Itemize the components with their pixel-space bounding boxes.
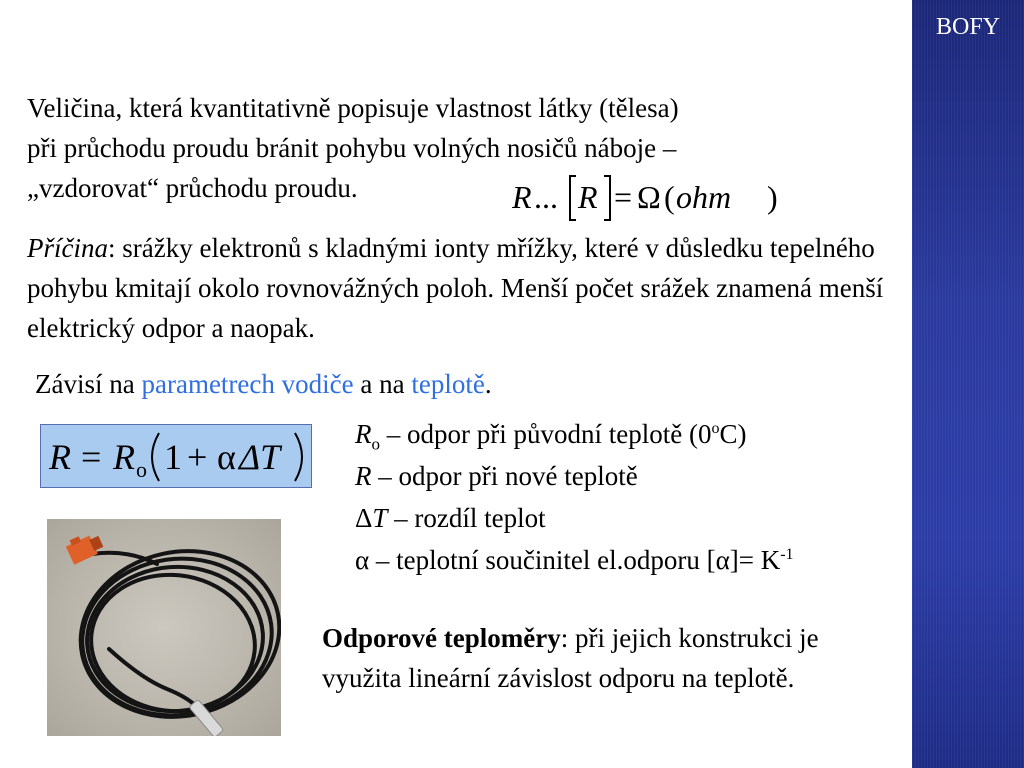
- definitions-list: [355, 413, 915, 581]
- orange-connector: [64, 529, 105, 565]
- definition-r-symbol: R: [355, 461, 372, 491]
- definition-r0-text: – odpor při původní teplotě (0: [380, 419, 712, 449]
- intro-line-1: Veličina, která kvantitativně popisuje vlastnost látky (tělesa): [27, 93, 679, 123]
- formula-right-paren: [295, 433, 302, 481]
- definition-r0-unit: C): [719, 419, 747, 449]
- thermometers-paragraph: [322, 618, 882, 698]
- definition-r0-sub: o: [371, 434, 380, 454]
- unit-formula: [512, 170, 812, 226]
- unit-formula-dots: ...: [534, 179, 558, 215]
- definition-alpha-text: α – teplotní součinitel el.odporu [α]= K: [355, 545, 781, 575]
- cause-text: : srážky elektronů s kladnými ionty mřížky, které v důsledku tepelného pohybu kmitají okolo rovnovážných poloh. Menší počet srážek znamená menší elektrický odpor a naopak.: [27, 233, 884, 343]
- slide-title: [30, 22, 623, 80]
- resistance-thermometer-photo: [47, 519, 281, 736]
- unit-formula-lparen: (: [664, 179, 675, 215]
- unit-formula-rparen: ): [767, 179, 778, 215]
- unit-formula-bracket-r: R: [578, 179, 598, 215]
- formula-delta-t: ΔT: [239, 437, 281, 477]
- intro-line-2: při průchodu proudu bránit pohybu volných nosičů náboje –: [27, 133, 677, 163]
- formula-left-paren: [152, 433, 159, 481]
- definition-delta-t: [355, 497, 915, 539]
- formula-plus: +: [187, 437, 208, 477]
- thermometers-text: : při jejich konstrukci je využita lineární závislost odporu na teplotě.: [322, 623, 819, 693]
- unit-formula-r: R: [512, 179, 532, 215]
- formula-one: 1: [164, 437, 182, 477]
- unit-formula-ohm: ohm: [676, 179, 732, 215]
- formula-eq: =: [81, 437, 102, 477]
- depends-link-parameters: parametrech vodiče: [141, 369, 354, 399]
- depends-link-temperature: teplotě: [411, 369, 485, 399]
- temperature-formula: [41, 425, 313, 489]
- sidebar-label: BOFY: [935, 14, 1001, 40]
- slide-title-text: ELEKTRICKÝ ODPOR: [30, 22, 623, 80]
- depends-suffix: .: [484, 369, 492, 399]
- formula-r0-sub: o: [136, 457, 147, 482]
- formula-r0: R: [113, 437, 135, 477]
- definition-alpha-exponent: -1: [780, 546, 794, 563]
- definition-alpha: [355, 539, 915, 581]
- definition-r: [355, 455, 915, 497]
- intro-line-3: „vzdorovat“ průchodu proudu.: [27, 173, 358, 203]
- sidebar: [912, 0, 1024, 768]
- definition-delta-symbol: Δ: [355, 503, 373, 533]
- definition-delta-t-text: – rozdíl teplot: [387, 503, 546, 533]
- depends-line: [35, 364, 895, 404]
- cause-paragraph: [27, 228, 907, 348]
- cause-label: Příčina: [27, 233, 108, 263]
- depends-middle: a na: [353, 369, 412, 399]
- definition-r-text: – odpor při nové teplotě: [371, 461, 638, 491]
- definition-r0-symbol: R: [355, 419, 372, 449]
- unit-formula-equals: =: [614, 179, 633, 215]
- depends-prefix: Závisí na: [35, 369, 142, 399]
- left-bracket: [570, 176, 576, 220]
- definition-r0: [355, 413, 915, 455]
- formula-lhs: R: [49, 437, 71, 477]
- thermometers-bold: Odporové teploměry: [322, 623, 561, 653]
- formula-alpha: α: [217, 437, 236, 477]
- unit-formula-omega: Ω: [637, 179, 661, 215]
- temperature-formula-box: [40, 424, 312, 488]
- definition-t-symbol: T: [372, 503, 388, 533]
- right-bracket: [604, 176, 610, 220]
- definition-r0-degree: o: [711, 420, 720, 437]
- thermometer-cable-illustration: [47, 519, 281, 736]
